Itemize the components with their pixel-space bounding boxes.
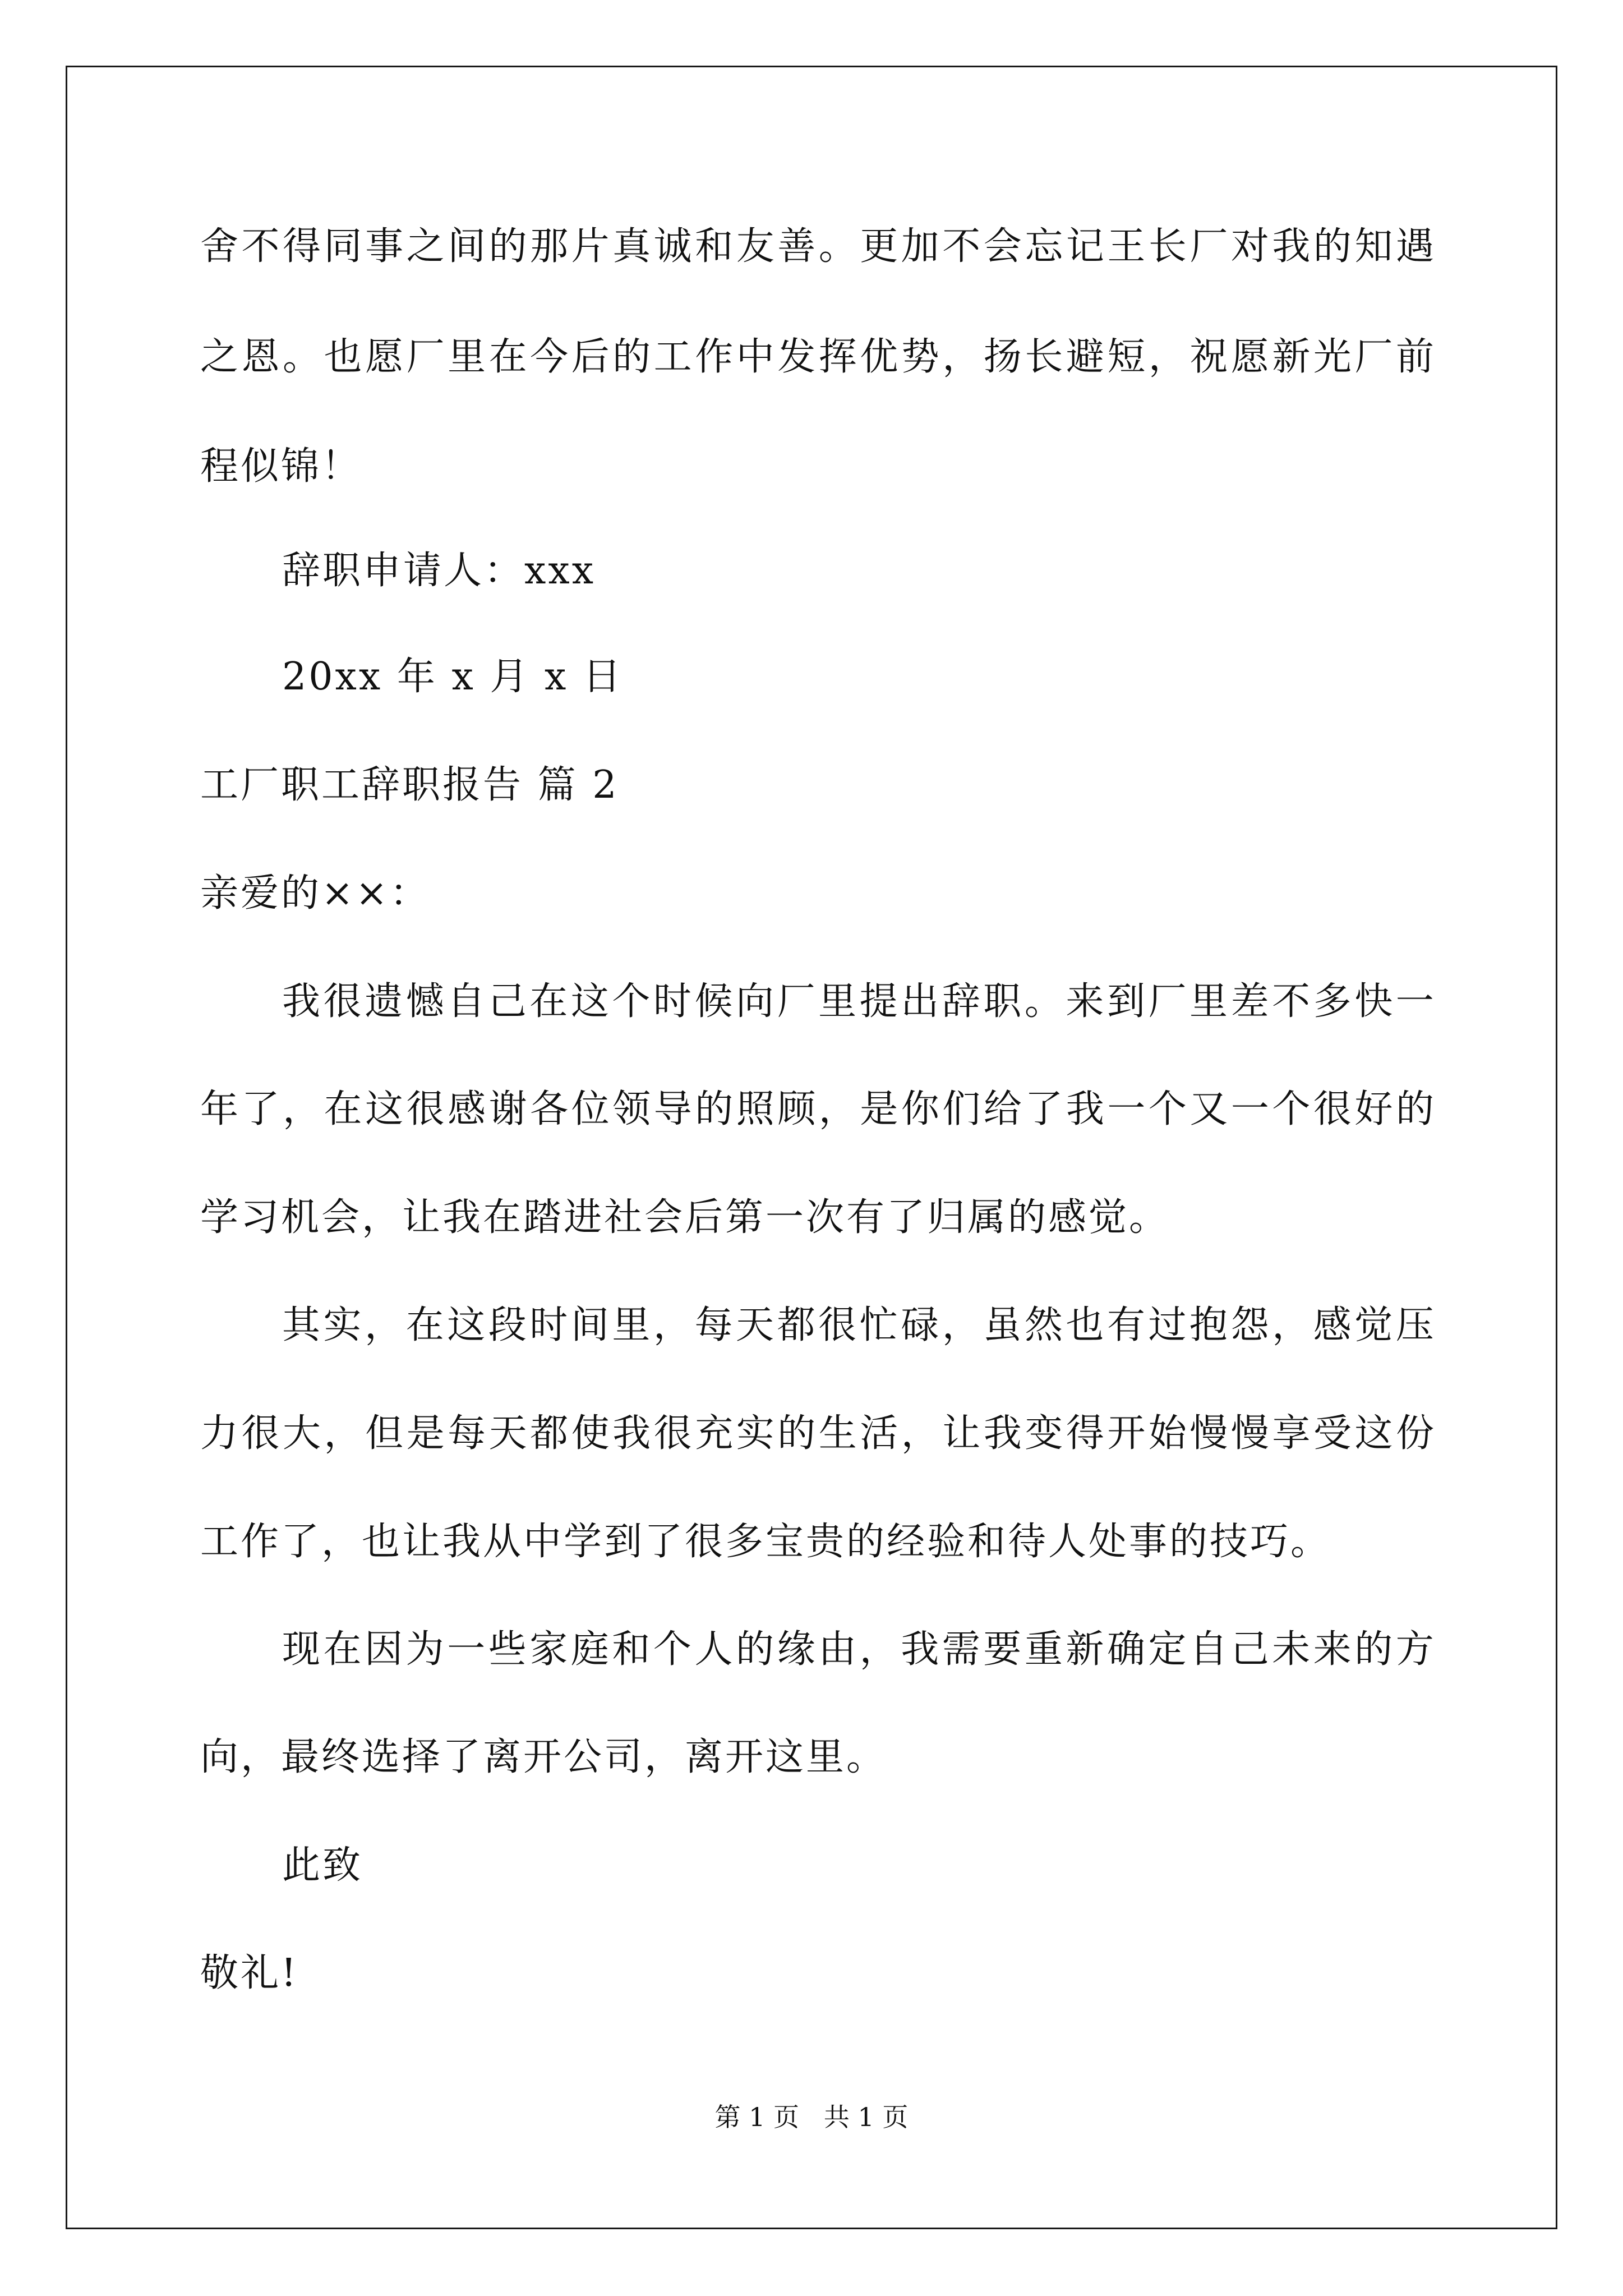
section-heading: 工厂职工辞职报告 篇 2 — [200, 763, 619, 807]
closing-cizhi: 此致 — [282, 1843, 363, 1888]
paragraph-3-line-1: 现 在 因 为 一 些 家 庭 和 个 人 的 缘 由 ， 我 需 要 重 新 确 定 自 己 未 来 的 方 — [282, 1627, 1434, 1672]
paragraph-1-line-3: 学习机会，让我在踏进社会后第一次有了归属的感觉。 — [200, 1195, 1170, 1240]
body-line-3: 程似锦！ — [200, 444, 362, 489]
signature-date: 20xx 年 x 月 x 日 — [282, 655, 624, 699]
paragraph-2-line-3: 工作了，也让我从中学到了很多宝贵的经验和待人处事的技巧。 — [200, 1520, 1331, 1564]
page-footer: 第 1 页 共 1 页 — [714, 2102, 909, 2132]
body-line-1: 舍 不 得 同 事 之 间 的 那 片 真 诚 和 友 善 。 更 加 不 会 忘 记 王 长 厂 对 我 的 知 遇 — [200, 224, 1434, 269]
paragraph-1-line-1: 我 很 遗 憾 自 己 在 这 个 时 候 向 厂 里 提 出 辞 职 。 来 到 厂 里 差 不 多 快 一 — [282, 979, 1434, 1024]
salutation: 亲爱的××： — [200, 871, 430, 915]
closing-jingli: 敬礼! — [200, 1951, 299, 1995]
paragraph-2-line-1: 其 实 ， 在 这 段 时 间 里 ， 每 天 都 很 忙 碌 ， 虽 然 也 有 过 抱 怨 ， 感 觉 压 — [282, 1303, 1434, 1347]
paragraph-1-line-2: 年 了 ， 在 这 很 感 谢 各 位 领 导 的 照 顾 ， 是 你 们 给 了 我 一 个 又 一 个 很 好 的 — [200, 1087, 1434, 1131]
signature-applicant: 辞职申请人：xxx — [282, 549, 596, 593]
paragraph-2-line-2: 力 很 大 ， 但 是 每 天 都 使 我 很 充 实 的 生 活 ， 让 我 变 得 开 始 慢 慢 享 受 这 份 — [200, 1411, 1434, 1456]
page-border — [66, 66, 1557, 2229]
body-line-2: 之 恩 。 也 愿 厂 里 在 今 后 的 工 作 中 发 挥 优 势 ， 扬 长 避 短 ， 祝 愿 新 光 厂 前 — [200, 335, 1434, 379]
paragraph-3-line-2: 向，最终选择了离开公司，离开这里。 — [200, 1735, 887, 1779]
